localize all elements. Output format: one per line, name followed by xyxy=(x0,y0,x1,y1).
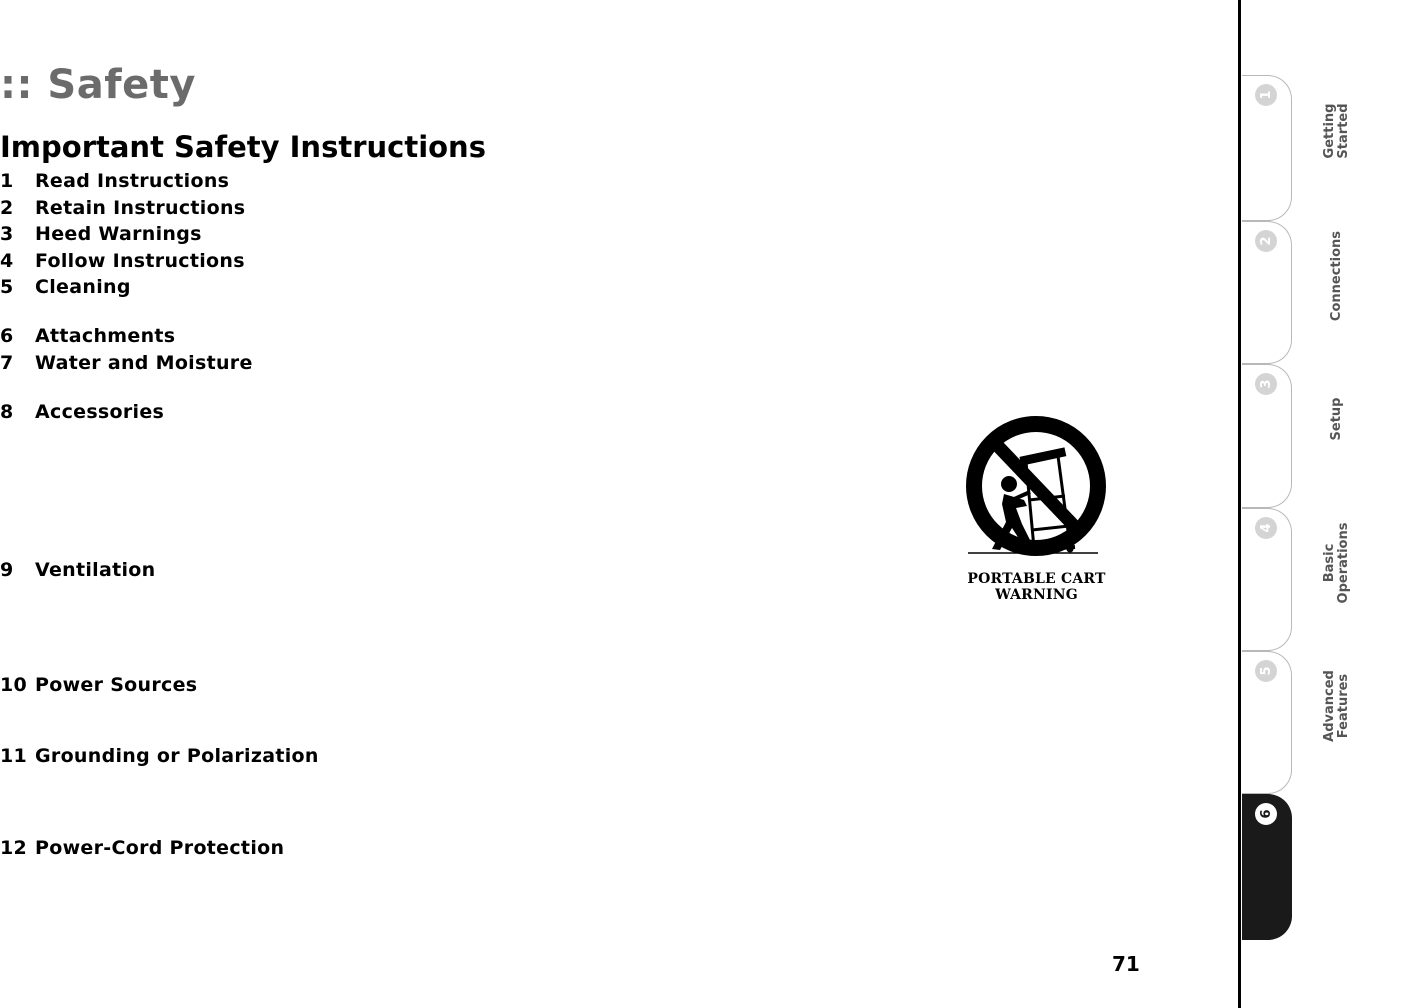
section-title: :: Safety xyxy=(0,62,196,108)
instruction-number: 5 xyxy=(0,276,14,298)
tab-label: Connections xyxy=(1329,230,1344,321)
tab-label-wrap xyxy=(1267,222,1407,329)
instruction-item xyxy=(0,170,229,192)
instruction-number: 3 xyxy=(0,223,14,245)
tab-label-wrap xyxy=(1267,76,1407,186)
instruction-label: Follow Instructions xyxy=(35,250,245,272)
page-subtitle: Important Safety Instructions xyxy=(0,130,486,164)
instruction-item xyxy=(0,325,175,347)
page-number: 71 xyxy=(1112,952,1140,976)
tab-getting-started[interactable] xyxy=(1242,75,1351,221)
instruction-number: 11 xyxy=(0,745,28,767)
tab-connections[interactable] xyxy=(1242,221,1344,364)
instruction-number: 4 xyxy=(0,250,14,272)
tab-label-wrap xyxy=(1267,652,1407,759)
instruction-item xyxy=(0,837,284,859)
tab-label-wrap xyxy=(1267,365,1407,473)
instruction-number: 6 xyxy=(0,325,14,347)
figure-caption: PORTABLE CART WARNING xyxy=(967,571,1106,603)
tab-number-badge: 4 xyxy=(1255,517,1277,539)
instruction-number: 9 xyxy=(0,559,14,581)
instruction-item xyxy=(0,276,131,298)
instruction-number: 7 xyxy=(0,352,14,374)
instruction-item xyxy=(0,674,197,696)
tab-advanced-features[interactable] xyxy=(1242,651,1351,794)
instruction-item xyxy=(0,352,253,374)
instruction-number: 12 xyxy=(0,837,28,859)
instruction-number: 10 xyxy=(0,674,28,696)
tab-number-badge: 3 xyxy=(1255,373,1277,395)
tab-number-badge: 1 xyxy=(1255,84,1277,106)
tab-label: Setup xyxy=(1329,397,1344,441)
tab-label: Getting Started xyxy=(1322,103,1351,159)
instruction-number: 1 xyxy=(0,170,14,192)
instruction-item xyxy=(0,401,164,423)
instruction-label: Cleaning xyxy=(35,276,131,298)
tab-label: Advanced Features xyxy=(1322,669,1351,742)
instruction-item xyxy=(0,197,245,219)
instruction-number: 8 xyxy=(0,401,14,423)
instruction-label: Power Sources xyxy=(35,674,198,696)
instruction-label: Water and Moisture xyxy=(35,352,253,374)
tab-basic-operations[interactable] xyxy=(1242,508,1351,651)
instruction-item xyxy=(0,223,202,245)
instruction-label: Attachments xyxy=(35,325,176,347)
instruction-label: Power-Cord Protection xyxy=(35,837,285,859)
instruction-label: Ventilation xyxy=(35,559,156,581)
instruction-label: Accessories xyxy=(35,401,165,423)
instruction-label: Retain Instructions xyxy=(35,197,246,219)
tab-label-wrap xyxy=(1267,795,1407,905)
instruction-item xyxy=(0,559,155,581)
tab-setup[interactable] xyxy=(1242,364,1344,508)
tab-label: Basic Operations xyxy=(1322,522,1351,603)
tab-number-badge: 6 xyxy=(1255,803,1277,825)
instruction-item xyxy=(0,250,245,272)
portable-cart-warning-icon xyxy=(930,412,1145,597)
sidebar-divider xyxy=(1238,0,1241,1008)
tab-number-badge: 5 xyxy=(1255,660,1277,682)
tab-help[interactable] xyxy=(1242,794,1344,940)
instruction-label: Heed Warnings xyxy=(35,223,202,245)
instruction-item xyxy=(0,745,319,767)
tab-number-badge: 2 xyxy=(1255,230,1277,252)
tab-label-wrap xyxy=(1267,509,1407,616)
instruction-number: 2 xyxy=(0,197,14,219)
instruction-label: Read Instructions xyxy=(35,170,230,192)
tab-label: Help xyxy=(1329,833,1344,867)
instruction-label: Grounding or Polarization xyxy=(35,745,319,767)
